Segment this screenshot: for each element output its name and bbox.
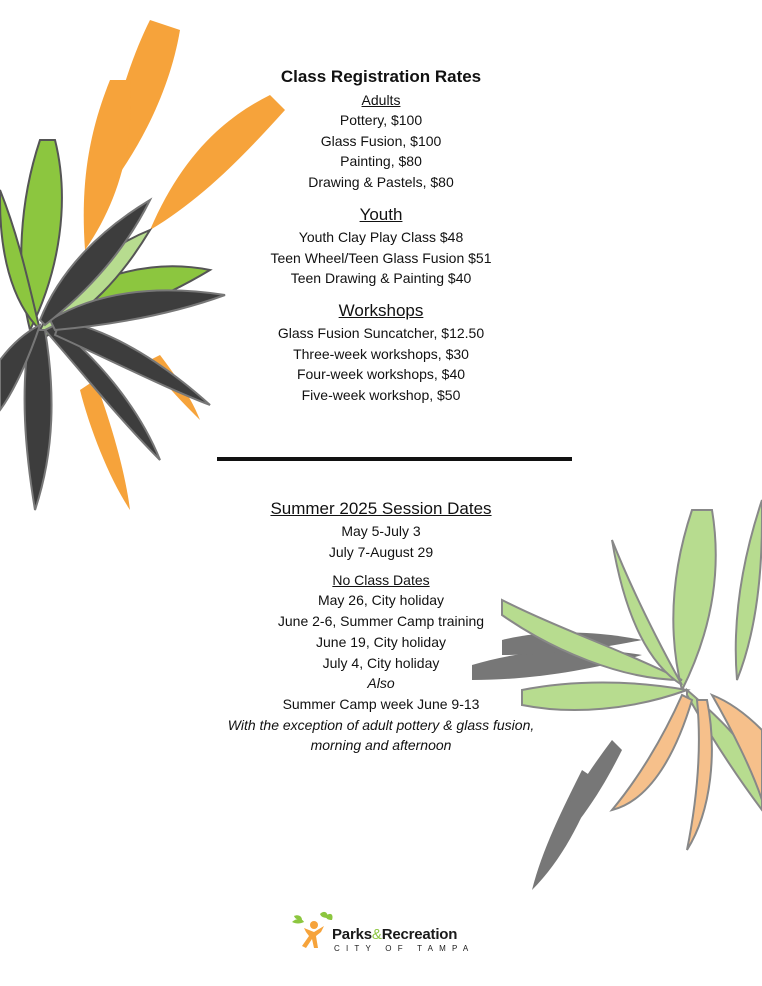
person-leaf-icon <box>288 908 334 954</box>
logo-word-parks: Parks <box>332 926 372 943</box>
logo-ampersand: & <box>371 926 382 943</box>
page-title: Class Registration Rates <box>280 67 482 86</box>
list-item: Five-week workshop, $50 <box>301 387 461 404</box>
exception-note-line1: With the exception of adult pottery & glass fusion, <box>227 716 535 733</box>
also-label: Also <box>367 675 395 692</box>
list-item: June 19, City holiday <box>316 633 446 650</box>
session-date: July 7-August 29 <box>328 543 434 560</box>
list-item: Painting, $80 <box>340 153 422 170</box>
summer-section <box>0 497 762 756</box>
list-item: Teen Wheel/Teen Glass Fusion $51 <box>270 249 492 266</box>
logo-word-recreation: Recreation <box>381 926 458 943</box>
list-item: June 2-6, Summer Camp training <box>277 613 485 630</box>
adults-heading: Adults <box>361 92 401 108</box>
workshops-heading: Workshops <box>338 300 424 320</box>
section-divider <box>217 457 572 461</box>
list-item: Three-week workshops, $30 <box>293 345 469 362</box>
exception-note-line2: morning and afternoon <box>310 737 452 754</box>
summer-heading: Summer 2025 Session Dates <box>270 499 492 518</box>
list-item: Youth Clay Play Class $48 <box>298 228 464 245</box>
list-item: Teen Drawing & Painting $40 <box>290 270 472 287</box>
list-item: Four-week workshops, $40 <box>296 366 466 383</box>
list-item: May 26, City holiday <box>317 592 445 609</box>
rates-section <box>0 62 762 406</box>
list-item: Drawing & Pastels, $80 <box>308 174 454 191</box>
no-class-heading: No Class Dates <box>332 572 430 589</box>
parks-recreation-logo <box>288 908 488 956</box>
logo-subtitle: CITY OF TAMPA <box>334 944 475 953</box>
camp-week: Summer Camp week June 9-13 <box>282 695 480 712</box>
logo-name <box>332 926 457 943</box>
list-item: Pottery, $100 <box>339 112 423 128</box>
list-item: July 4, City holiday <box>322 654 440 671</box>
youth-heading: Youth <box>359 204 403 224</box>
list-item: Glass Fusion, $100 <box>320 132 442 149</box>
list-item: Glass Fusion Suncatcher, $12.50 <box>277 324 485 341</box>
session-date: May 5-July 3 <box>341 523 421 539</box>
